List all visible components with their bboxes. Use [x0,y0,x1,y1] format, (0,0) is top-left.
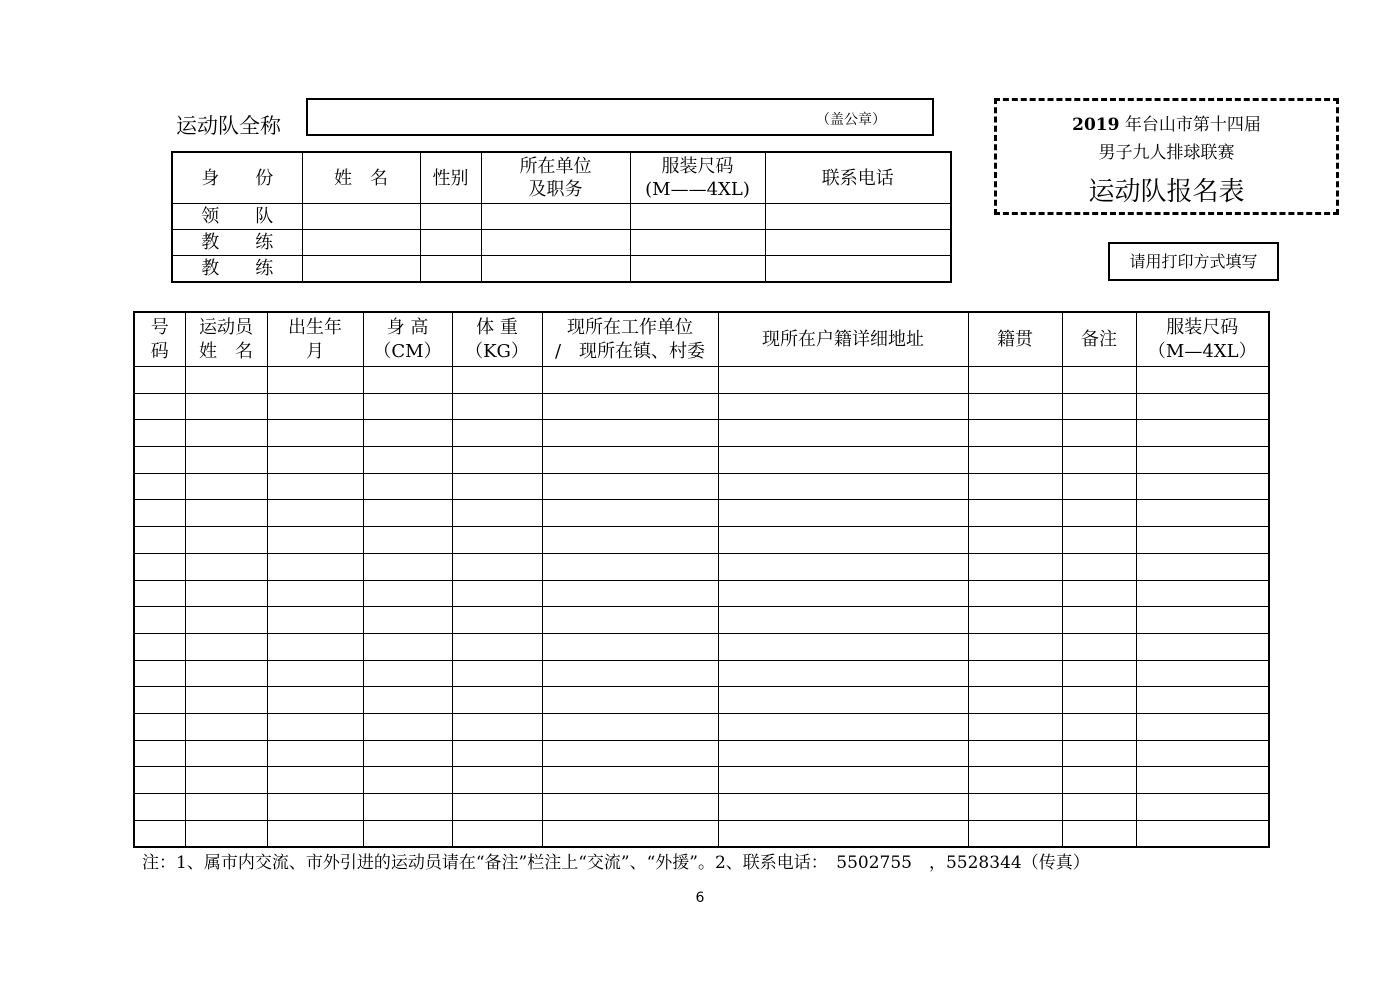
staff-cell[interactable] [765,204,951,230]
staff-cell[interactable] [302,230,420,256]
player-cell[interactable] [363,740,452,767]
player-cell[interactable] [968,553,1062,580]
player-row [134,660,1269,687]
player-cell[interactable] [185,420,267,447]
player-header-cell: 身 高 （CM） [363,312,452,367]
player-cell[interactable] [542,393,718,420]
player-cell[interactable] [542,420,718,447]
player-cell[interactable] [363,713,452,740]
player-cell[interactable] [185,367,267,394]
player-cell[interactable] [134,553,185,580]
player-cell[interactable] [542,607,718,634]
player-cell[interactable] [968,713,1062,740]
player-cell[interactable] [267,393,363,420]
player-cell[interactable] [1136,367,1269,394]
player-cell[interactable] [1062,740,1136,767]
player-cell[interactable] [718,820,968,847]
form-title-box [994,98,1339,215]
player-cell[interactable] [1062,553,1136,580]
player-cell[interactable] [1136,820,1269,847]
player-cell[interactable] [185,740,267,767]
player-cell[interactable] [185,447,267,474]
player-cell[interactable] [363,393,452,420]
player-cell[interactable] [718,527,968,554]
player-cell[interactable] [363,580,452,607]
player-cell[interactable] [968,687,1062,714]
player-cell[interactable] [718,367,968,394]
player-cell[interactable] [134,660,185,687]
staff-header-cell: 性别 [420,152,481,204]
player-row [134,580,1269,607]
player-cell[interactable] [968,740,1062,767]
player-row [134,633,1269,660]
team-name-label: 运动队全称 [176,114,281,138]
staff-row [172,230,951,256]
player-cell[interactable] [1136,740,1269,767]
player-cell[interactable] [718,740,968,767]
player-header-cell: 体 重 （KG） [452,312,542,367]
player-cell[interactable] [185,500,267,527]
player-cell[interactable] [718,633,968,660]
player-cell[interactable] [363,473,452,500]
player-cell[interactable] [267,687,363,714]
player-cell[interactable] [363,367,452,394]
player-cell[interactable] [185,473,267,500]
player-cell[interactable] [718,447,968,474]
player-cell[interactable] [1062,367,1136,394]
player-header-cell: 备注 [1062,312,1136,367]
player-cell[interactable] [363,500,452,527]
player-cell[interactable] [452,633,542,660]
player-row [134,687,1269,714]
player-cell[interactable] [542,633,718,660]
staff-row [172,204,951,230]
player-cell[interactable] [452,447,542,474]
player-cell[interactable] [452,820,542,847]
title-line-1 [997,110,1336,135]
player-cell[interactable] [718,553,968,580]
player-cell[interactable] [1136,420,1269,447]
player-row [134,553,1269,580]
staff-cell[interactable] [420,204,481,230]
player-row [134,473,1269,500]
player-cell[interactable] [363,553,452,580]
player-row [134,527,1269,554]
print-instruction-note: 请用打印方式填写 [1108,242,1279,281]
player-cell[interactable] [1136,473,1269,500]
player-cell[interactable] [267,820,363,847]
player-cell[interactable] [185,687,267,714]
player-cell[interactable] [452,527,542,554]
player-cell[interactable] [363,660,452,687]
player-cell[interactable] [267,447,363,474]
staff-cell[interactable] [630,230,765,256]
player-cell[interactable] [968,447,1062,474]
player-cell[interactable] [718,580,968,607]
player-cell[interactable] [1136,527,1269,554]
staff-cell[interactable] [630,204,765,230]
player-cell[interactable] [452,367,542,394]
player-cell[interactable] [968,794,1062,821]
title-year: 2019 [1072,115,1120,135]
player-cell[interactable] [1136,553,1269,580]
staff-cell[interactable] [481,230,630,256]
player-cell[interactable] [267,713,363,740]
footnote: 注：1、属市内交流、市外引进的运动员请在“备注”栏注上“交流”、“外援”。2、联系电话： 5502755 ，5528344（传真） [142,853,1090,873]
player-cell[interactable] [185,527,267,554]
player-cell[interactable] [134,820,185,847]
player-cell[interactable] [134,794,185,821]
player-cell[interactable] [1062,820,1136,847]
player-row [134,367,1269,394]
player-cell[interactable] [363,447,452,474]
player-cell[interactable] [542,580,718,607]
staff-cell[interactable] [765,256,951,283]
page-number: 6 [695,890,705,906]
player-cell[interactable] [452,687,542,714]
player-cell[interactable] [185,580,267,607]
player-cell[interactable] [542,473,718,500]
staff-header-cell: 所在单位 及职务 [481,152,630,204]
player-cell[interactable] [185,607,267,634]
player-cell[interactable] [452,660,542,687]
player-cell[interactable] [968,500,1062,527]
player-cell[interactable] [452,713,542,740]
player-cell[interactable] [363,420,452,447]
staff-cell[interactable] [420,256,481,283]
player-cell[interactable] [267,527,363,554]
player-cell[interactable] [185,553,267,580]
staff-role-label: 领 队 [172,204,302,230]
player-cell[interactable] [968,580,1062,607]
player-cell[interactable] [718,660,968,687]
player-cell[interactable] [542,660,718,687]
player-cell[interactable] [1136,794,1269,821]
staff-cell[interactable] [630,256,765,283]
player-cell[interactable] [718,393,968,420]
player-row [134,820,1269,847]
player-row [134,767,1269,794]
player-cell[interactable] [363,633,452,660]
player-cell[interactable] [1136,767,1269,794]
staff-header-row [172,152,951,204]
player-cell[interactable] [1062,393,1136,420]
player-table [133,311,1270,848]
title-line-2: 男子九人排球联赛 [1098,143,1235,163]
form-title: 运动队报名表 [1088,177,1245,207]
player-cell[interactable] [267,553,363,580]
player-cell[interactable] [1062,420,1136,447]
player-cell[interactable] [1136,447,1269,474]
staff-cell[interactable] [765,230,951,256]
player-header-cell: 出生年 月 [267,312,363,367]
staff-header-cell: 身 份 [172,152,302,204]
player-cell[interactable] [452,393,542,420]
player-cell[interactable] [968,527,1062,554]
player-cell[interactable] [134,580,185,607]
player-cell[interactable] [1062,633,1136,660]
player-cell[interactable] [1062,713,1136,740]
player-header-row [134,312,1269,367]
player-row [134,713,1269,740]
player-cell[interactable] [134,367,185,394]
player-cell[interactable] [452,420,542,447]
player-cell[interactable] [968,367,1062,394]
player-cell[interactable] [1136,393,1269,420]
player-cell[interactable] [1136,660,1269,687]
player-cell[interactable] [542,553,718,580]
staff-role-label: 教 练 [172,256,302,283]
player-row [134,740,1269,767]
player-cell[interactable] [1062,767,1136,794]
player-cell[interactable] [968,607,1062,634]
player-cell[interactable] [542,740,718,767]
player-cell[interactable] [718,713,968,740]
player-cell[interactable] [1062,607,1136,634]
player-cell[interactable] [185,660,267,687]
player-cell[interactable] [452,500,542,527]
player-cell[interactable] [185,767,267,794]
player-cell[interactable] [363,687,452,714]
player-cell[interactable] [452,607,542,634]
staff-header-cell: 服装尺码 (M——4XL) [630,152,765,204]
player-row [134,794,1269,821]
player-cell[interactable] [185,633,267,660]
player-cell[interactable] [1062,473,1136,500]
player-cell[interactable] [1136,687,1269,714]
player-row [134,393,1269,420]
player-cell[interactable] [542,447,718,474]
player-cell[interactable] [185,794,267,821]
player-header-cell: 服装尺码 （M—4XL） [1136,312,1269,367]
player-cell[interactable] [1136,607,1269,634]
player-header-cell: 运动员 姓 名 [185,312,267,367]
player-header-cell: 现所在户籍详细地址 [718,312,968,367]
player-cell[interactable] [134,713,185,740]
player-cell[interactable] [1136,713,1269,740]
player-cell[interactable] [542,367,718,394]
seal-note: （盖公章） [816,112,886,128]
player-cell[interactable] [267,660,363,687]
player-cell[interactable] [134,767,185,794]
player-row [134,420,1269,447]
player-cell[interactable] [1062,527,1136,554]
player-cell[interactable] [542,687,718,714]
player-cell[interactable] [363,820,452,847]
player-cell[interactable] [968,767,1062,794]
player-cell[interactable] [267,500,363,527]
player-cell[interactable] [363,527,452,554]
player-row [134,607,1269,634]
player-row [134,447,1269,474]
player-row [134,500,1269,527]
player-cell[interactable] [968,820,1062,847]
player-cell[interactable] [363,607,452,634]
player-cell[interactable] [134,633,185,660]
player-header-cell: 籍贯 [968,312,1062,367]
player-cell[interactable] [452,553,542,580]
player-cell[interactable] [542,794,718,821]
player-cell[interactable] [134,447,185,474]
staff-cell[interactable] [420,230,481,256]
player-cell[interactable] [1062,687,1136,714]
player-cell[interactable] [134,740,185,767]
player-cell[interactable] [718,607,968,634]
player-cell[interactable] [1136,580,1269,607]
player-cell[interactable] [363,794,452,821]
player-cell[interactable] [968,660,1062,687]
staff-header-cell: 联系电话 [765,152,951,204]
player-cell[interactable] [1062,794,1136,821]
player-cell[interactable] [542,500,718,527]
title-line-1-rest: 年台山市第十四届 [1119,115,1261,135]
player-cell[interactable] [267,607,363,634]
staff-cell[interactable] [302,204,420,230]
staff-cell[interactable] [302,256,420,283]
player-cell[interactable] [452,473,542,500]
player-cell[interactable] [363,767,452,794]
player-cell[interactable] [267,794,363,821]
player-cell[interactable] [718,420,968,447]
player-cell[interactable] [718,687,968,714]
player-cell[interactable] [718,473,968,500]
team-name-field[interactable] [306,98,934,136]
player-cell[interactable] [968,393,1062,420]
player-cell[interactable] [267,767,363,794]
player-cell[interactable] [718,500,968,527]
player-cell[interactable] [267,367,363,394]
player-cell[interactable] [185,713,267,740]
player-cell[interactable] [267,580,363,607]
player-cell[interactable] [267,420,363,447]
player-cell[interactable] [134,393,185,420]
player-cell[interactable] [542,527,718,554]
player-cell[interactable] [1136,633,1269,660]
player-cell[interactable] [718,767,968,794]
player-cell[interactable] [542,820,718,847]
player-header-cell: 现所在工作单位 / 现所在镇、村委 [542,312,718,367]
staff-header-cell: 姓 名 [302,152,420,204]
player-cell[interactable] [267,633,363,660]
player-cell[interactable] [134,420,185,447]
player-cell[interactable] [1062,500,1136,527]
player-cell[interactable] [134,473,185,500]
player-cell[interactable] [452,740,542,767]
player-cell[interactable] [1062,580,1136,607]
player-cell[interactable] [1062,660,1136,687]
player-cell[interactable] [452,580,542,607]
player-cell[interactable] [718,794,968,821]
player-cell[interactable] [134,527,185,554]
player-cell[interactable] [134,687,185,714]
staff-row [172,256,951,283]
player-cell[interactable] [968,473,1062,500]
player-cell[interactable] [452,767,542,794]
staff-table [171,151,952,283]
player-cell[interactable] [968,420,1062,447]
player-header-cell: 号 码 [134,312,185,367]
staff-cell[interactable] [481,204,630,230]
player-cell[interactable] [185,820,267,847]
player-cell[interactable] [267,473,363,500]
player-cell[interactable] [134,607,185,634]
player-cell[interactable] [185,393,267,420]
player-cell[interactable] [1062,447,1136,474]
player-cell[interactable] [542,713,718,740]
player-cell[interactable] [452,794,542,821]
staff-cell[interactable] [481,256,630,283]
player-cell[interactable] [134,500,185,527]
player-cell[interactable] [968,633,1062,660]
staff-role-label: 教 练 [172,230,302,256]
player-cell[interactable] [1136,500,1269,527]
player-cell[interactable] [542,767,718,794]
player-cell[interactable] [267,740,363,767]
